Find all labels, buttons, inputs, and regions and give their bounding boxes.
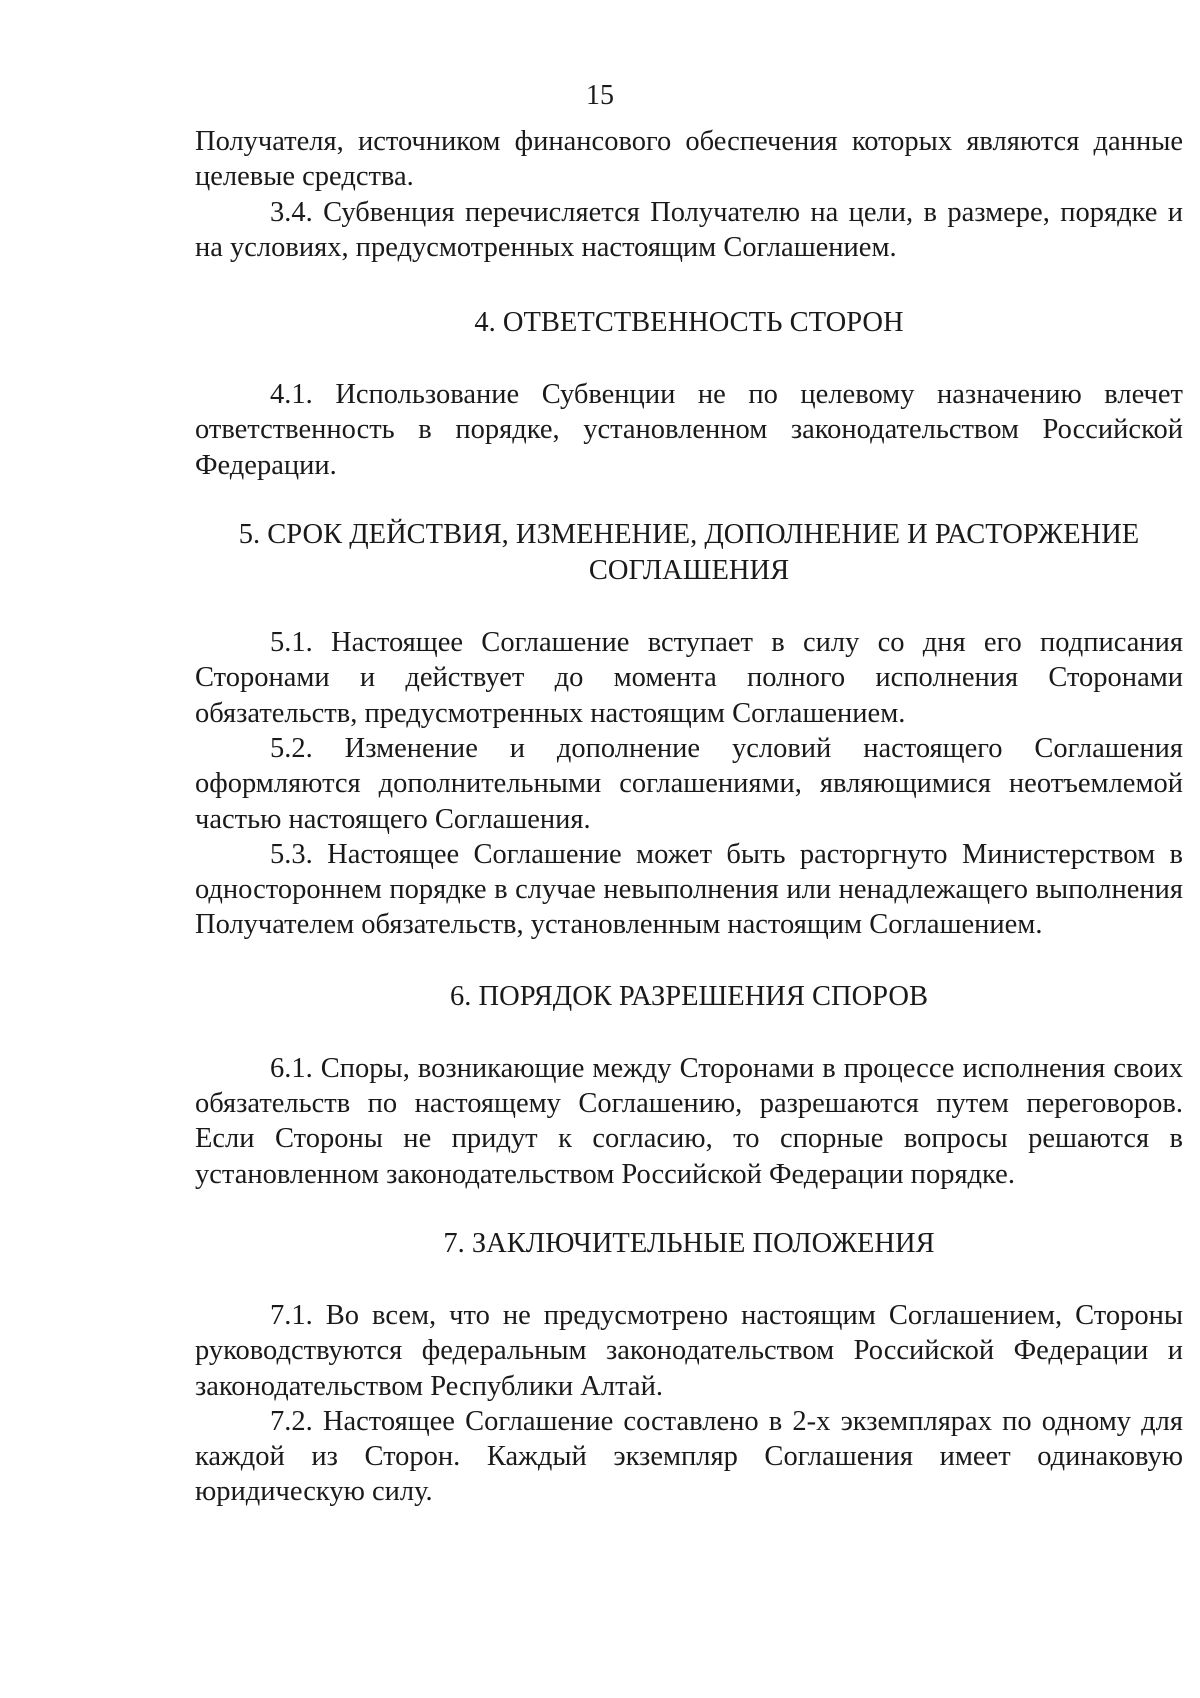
document-body [195, 124, 1183, 1510]
section-heading-5-line1: 5. СРОК ДЕЙСТВИЯ, ИЗМЕНЕНИЕ, ДОПОЛНЕНИЕ И РАСТОРЖЕНИЕ [238, 519, 1140, 551]
paragraph-6-1: 6.1. Споры, возникающие между Сторонами в процессе исполнения своих обязательств по настоящему Соглашению, разрешаются путем переговоров. Если Стороны не придут к согласию, то спорные вопросы решаются в установленном законодательством Российской Федерации порядке. [195, 1052, 1183, 1190]
paragraph-3-4: 3.4. Субвенция перечисляется Получателю на цели, в размере, порядке и на условиях, предусмотренных настоящим Соглашением. [195, 196, 1183, 263]
section-heading-4: 4. ОТВЕТСТВЕННОСТЬ СТОРОН [474, 307, 904, 339]
section-heading-7: 7. ЗАКЛЮЧИТЕЛЬНЫЕ ПОЛОЖЕНИЯ [443, 1227, 935, 1259]
paragraph-5-3: 5.3. Настоящее Соглашение может быть расторгнуто Министерством в одностороннем порядке в случае невыполнения или ненадлежащего выполнения Получателем обязательств, установленным настоящим Соглашением. [195, 838, 1183, 941]
paragraph-7-2: 7.2. Настоящее Соглашение составлено в 2-х экземплярах по одному для каждой из Сторон. Каждый экземпляр Соглашения имеет одинаковую юридическую силу. [195, 1405, 1183, 1508]
section-heading-6: 6. ПОРЯДОК РАЗРЕШЕНИЯ СПОРОВ [450, 980, 928, 1012]
section-heading-5 [195, 517, 1183, 589]
paragraph-continuation: Получателя, источником финансового обеспечения которых являются данные целевые средства. [195, 126, 1183, 193]
paragraph-7-1: 7.1. Во всем, что не предусмотрено настоящим Соглашением, Стороны руководствуются федеральным законодательством Российской Федерации и законодательством Республики Алтай. [195, 1299, 1183, 1402]
page-number: 15 [586, 80, 614, 111]
paragraph-5-2: 5.2. Изменение и дополнение условий настоящего Соглашения оформляются дополнительными соглашениями, являющимися неотъемлемой частью настоящего Соглашения. [195, 732, 1183, 835]
paragraph-4-1: 4.1. Использование Субвенции не по целевому назначению влечет ответственность в порядке, установленном законодательством Российской Федерации. [195, 379, 1183, 481]
paragraph-5-1: 5.1. Настоящее Соглашение вступает в силу со дня его подписания Сторонами и действует до момента полного исполнения Сторонами обязательств, предусмотренных настоящим Соглашением. [195, 627, 1183, 729]
section-heading-5-line2: СОГЛАШЕНИЯ [588, 555, 790, 587]
